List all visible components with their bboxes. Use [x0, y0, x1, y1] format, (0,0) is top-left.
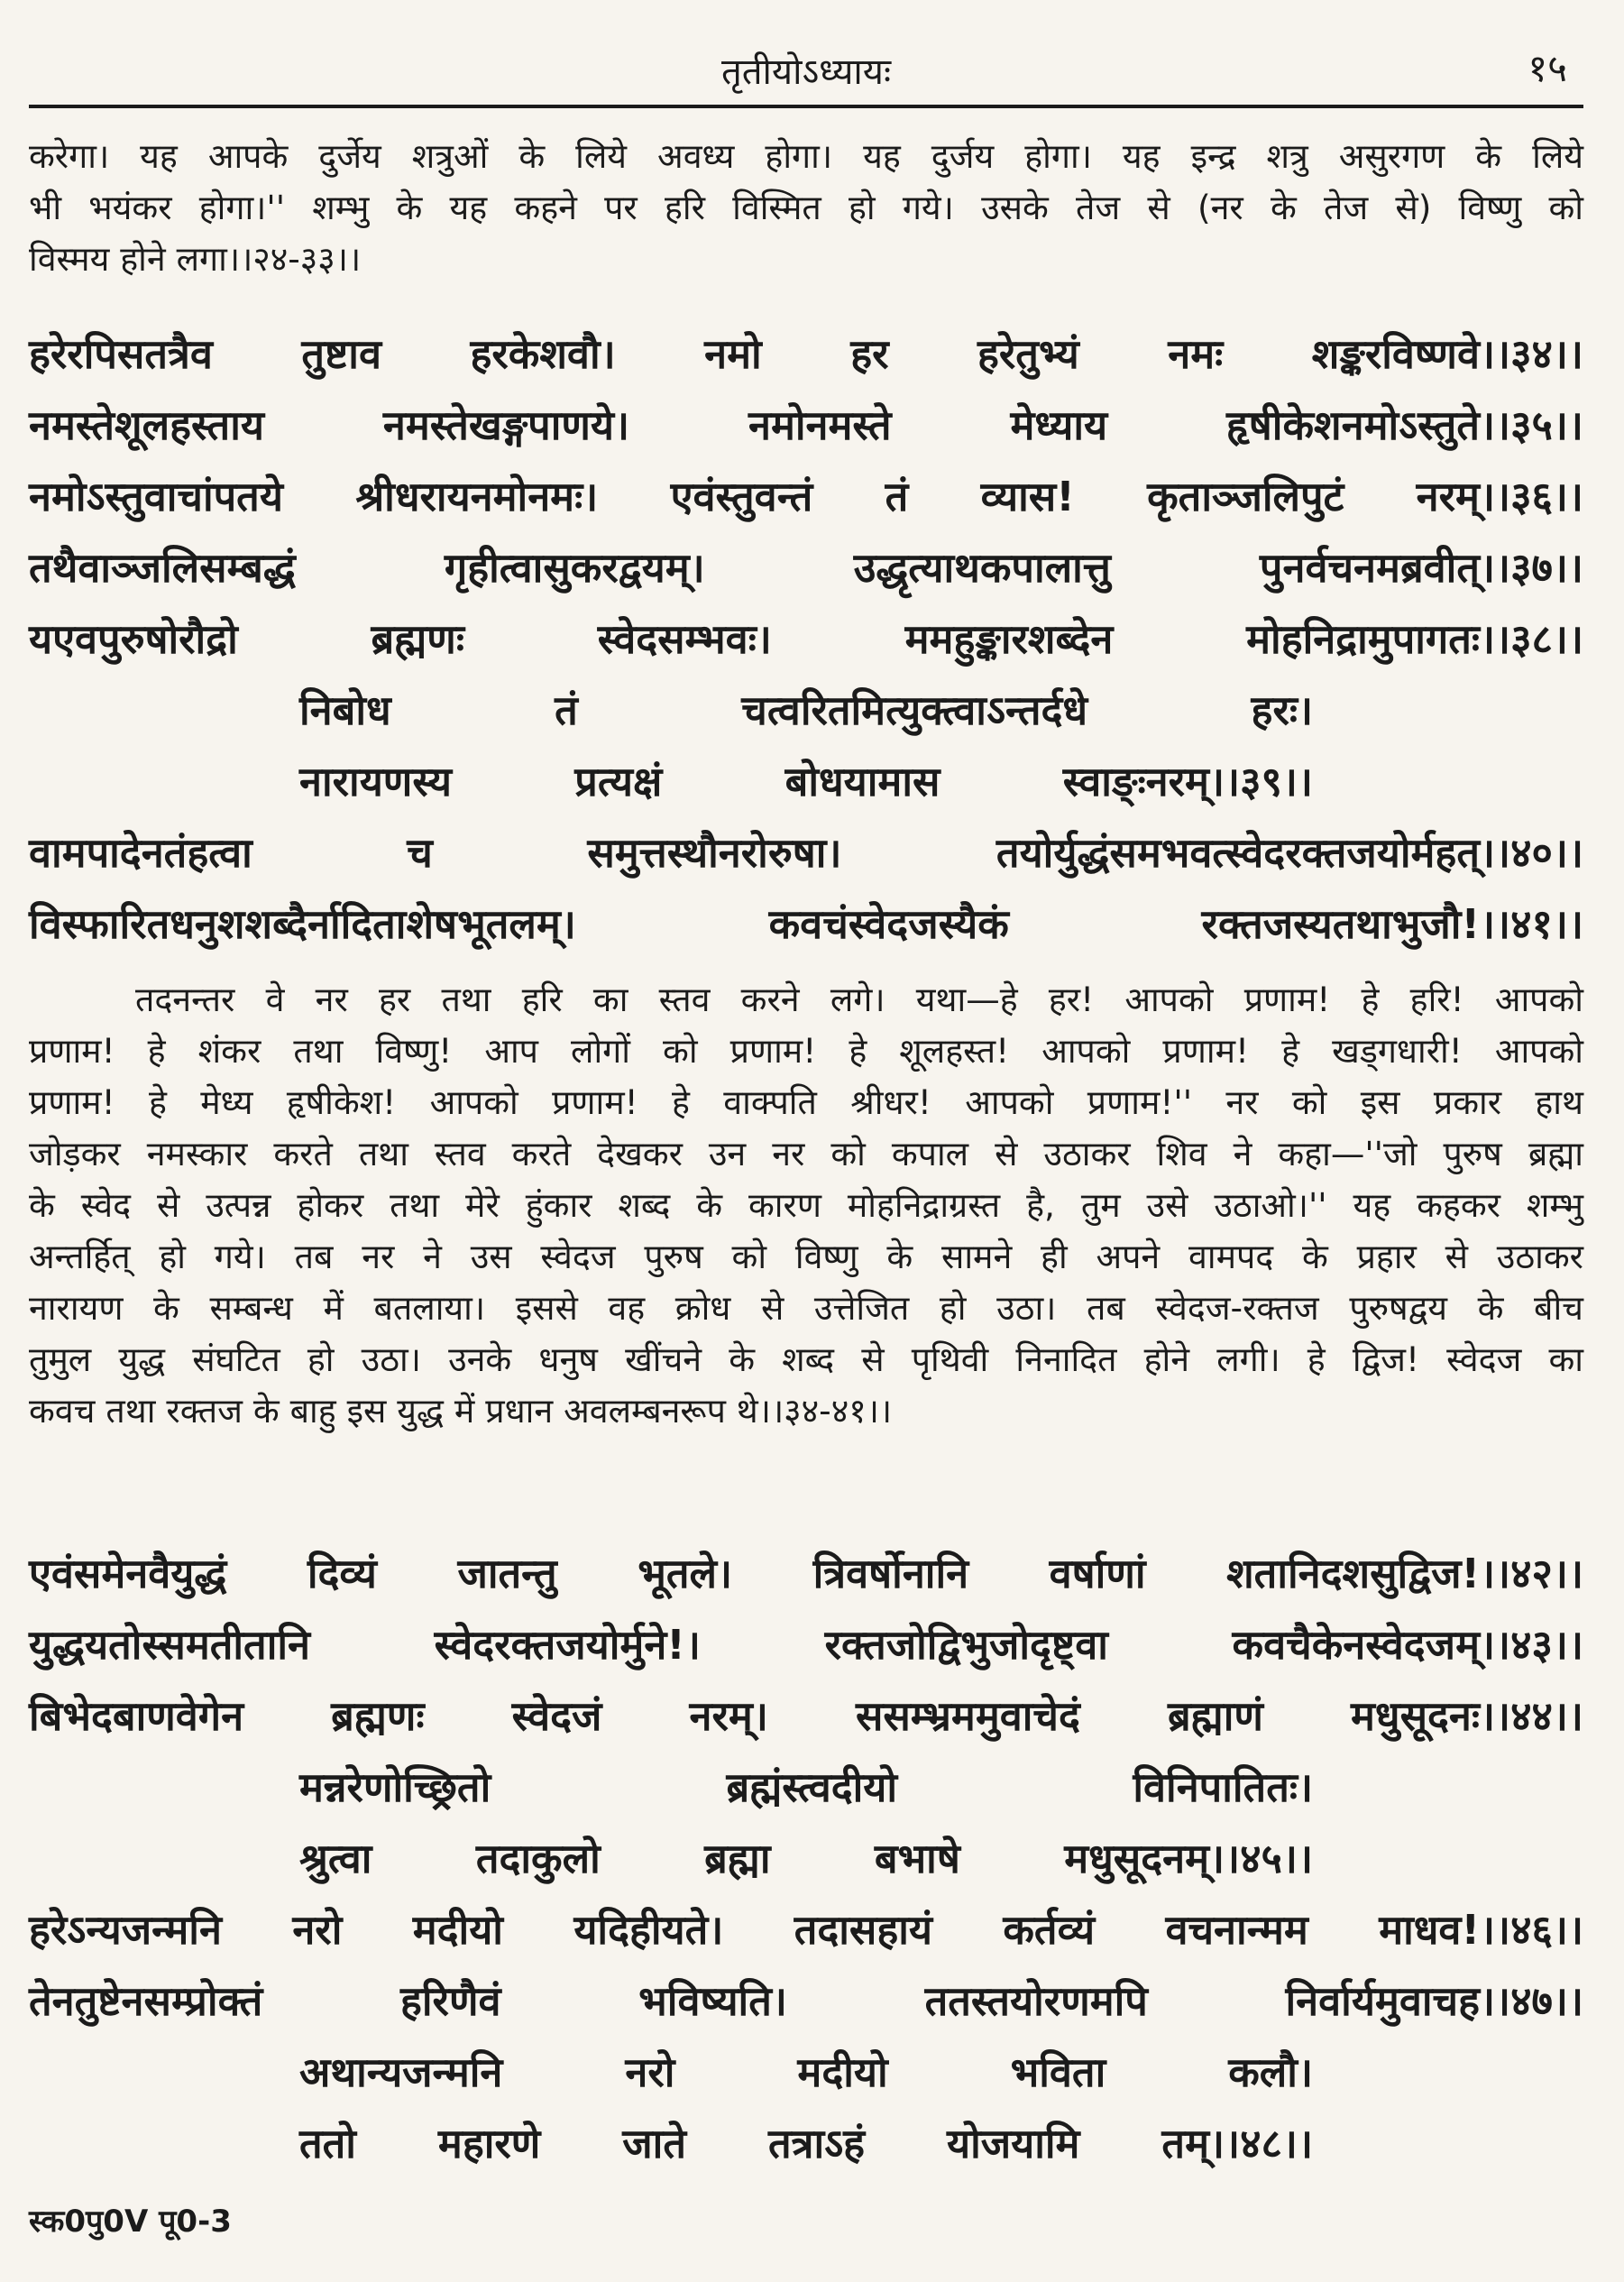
verse-line: तथैवाञ्जलिसम्बद्धं गृहीत्वासुकरद्वयम्। उद्धृत्याथकपालात्तु पुनर्वचनमब्रवीत्।।३७।। [29, 544, 1583, 592]
verse-line-centered: अथान्यजन्मनि नरो मदीयो भविता कलौ। [299, 2048, 1313, 2096]
verse-line: वामपादेनतंहत्वा च समुत्तस्थौनरोरुषा। तयोर्युद्धंसमभवत्स्वेदरक्तजयोर्महत्।।४०।। [29, 829, 1583, 877]
prose-line: तदनन्तर वे नर हर तथा हरि का स्तव करने लगे। यथा—हे हर! आपको प्रणाम! हे हरि! आपको [135, 980, 1583, 1019]
verse-line: तेनतुष्टेनसम्प्रोक्तं हरिणैवं भविष्यति। ततस्तयोरणमपि निर्वार्यमुवाचह।।४७।। [29, 1977, 1583, 2025]
prose-line: कवच तथा रक्तज के बाहु इस युद्ध में प्रधान अवलम्बनरूप थे।।३४-४१।। [29, 1391, 893, 1431]
page-header [29, 38, 1583, 101]
chapter-title: तृतीयोऽध्यायः [720, 51, 892, 93]
prose-line: विस्मय होने लगा।।२४-३३।। [29, 239, 362, 279]
prose-line: करेगा। यह आपके दुर्जेय शत्रुओं के लिये अवध्य होगा। यह दुर्जय होगा। यह इन्द्र शत्रु असुरगण के लिये [29, 136, 1583, 176]
verse-line: युद्धयतोस्समतीतानि स्वेदरक्तजयोर्मुने!। रक्तजोद्विभुजोदृष्ट्वा कवचैकेनस्वेदजम्।।४३।। [29, 1621, 1583, 1669]
page-footer-signature: स्क0पु0V पू0-3 [29, 2204, 232, 2240]
prose-block-1 [29, 131, 1583, 285]
verse-line: नमोऽस्तुवाचांपतये श्रीधरायनमोनमः। एवंस्तुवन्तं तं व्यास! कृताञ्जलिपुटं नरम्।।३६।। [29, 473, 1583, 520]
verse-block-1 [29, 318, 1583, 960]
prose-line: के स्वेद से उत्पन्न होकर तथा मेरे हुंकार शब्द के कारण मोहनिद्राग्रस्त है, तुम उसे उठाओ।'' यह कहकर शम्भु [29, 1185, 1583, 1225]
page-number: १५ [1528, 46, 1567, 90]
verse-line-centered: श्रुत्वा तदाकुलो ब्रह्मा बभाषे मधुसूदनम्।।४५।। [299, 1835, 1313, 1882]
prose-line: तुमुल युद्ध संघटित हो उठा। उनके धनुष खींचने के शब्द से पृथिवी निनादित होने लगी। हे द्विज! स्वेदज का [29, 1339, 1583, 1379]
prose-line: प्रणाम! हे मेध्य हृषीकेश! आपको प्रणाम! हे वाक्पति श्रीधर! आपको प्रणाम!'' नर को इस प्रकार हाथ [29, 1082, 1583, 1122]
verse-line: नमस्तेशूलहस्ताय नमस्तेखङ्गपाणये। नमोनमस्ते मेध्याय हृषीकेशनमोऽस्तुते।।३५।। [29, 401, 1583, 449]
prose-line: नारायण के सम्बन्ध में बतलाया। इससे वह क्रोध से उत्तेजित हो उठा। तब स्वेदज-रक्तज पुरुषद्वय के बीच [29, 1288, 1583, 1328]
verse-line: हरेऽन्यजन्मनि नरो मदीयो यदिहीयते। तदासहायं कर्तव्यं वचनान्मम माधव!।।४६।। [29, 1906, 1583, 1954]
verse-line-centered: ततो महारणे जाते तत्राऽहं योजयामि तम्।।४८।। [299, 2120, 1313, 2167]
header-rule [29, 105, 1583, 108]
prose-line: भी भयंकर होगा।'' शम्भु के यह कहने पर हरि विस्मित हो गये। उसके तेज से (नर के तेज से) विष्णु को [29, 188, 1583, 227]
verse-line-centered: नारायणस्य प्रत्यक्षं बोधयामास स्वाङ्ःनरम्।।३९।। [299, 758, 1313, 805]
prose-line: अन्तर्हित् हो गये। तब नर ने उस स्वेदज पुरुष को विष्णु के सामने ही अपने वामपद के प्रहार से उठाकर [29, 1237, 1583, 1276]
verse-line: विस्फारितधनुशशब्दैर्नादिताशेषभूतलम्। कवचंस्वेदजस्यैकं रक्तजस्यतथाभुजौ!।।४१।। [29, 900, 1583, 948]
verse-line: बिभेदबाणवेगेन ब्रह्मणः स्वेदजं नरम्। ससम्भ्रममुवाचेदं ब्रह्माणं मधुसूदनः।।४४।। [29, 1692, 1583, 1740]
verse-line-centered: निबोध तं चत्वरितमित्युक्त्वाऽन्तर्दधे हरः। [299, 686, 1313, 734]
verse-line: हरेरपिसतत्रैव तुष्टाव हरकेशवौ। नमो हर हरेतुभ्यं नमः शङ्करविष्णवे।।३४।। [29, 330, 1583, 378]
verse-line: यएवपुरुषोरौद्रो ब्रह्मणः स्वेदसम्भवः। ममहुङ्कारशब्देन मोहनिद्रामुपागतः।।३८।। [29, 615, 1583, 663]
prose-block-2 [29, 974, 1583, 1437]
prose-line: प्रणाम! हे शंकर तथा विष्णु! आप लोगों को प्रणाम! हे शूलहस्त! आपको प्रणाम! हे खड्गधारी! आपको [29, 1031, 1583, 1071]
verse-block-2 [29, 1538, 1583, 2179]
verse-line-centered: मन्नरेणोच्छ्रितो ब्रह्मंस्त्वदीयो विनिपातितः। [299, 1763, 1313, 1811]
verse-line: एवंसमेनवैयुद्धं दिव्यं जातन्तु भूतले। त्रिवर्षोनानि वर्षाणां शतानिदशसुद्विज!।।४२।। [29, 1550, 1583, 1597]
prose-line: जोड़कर नमस्कार करते तथा स्तव करते देखकर उन नर को कपाल से उठाकर शिव ने कहा—''जो पुरुष ब्रह्मा [29, 1134, 1583, 1173]
